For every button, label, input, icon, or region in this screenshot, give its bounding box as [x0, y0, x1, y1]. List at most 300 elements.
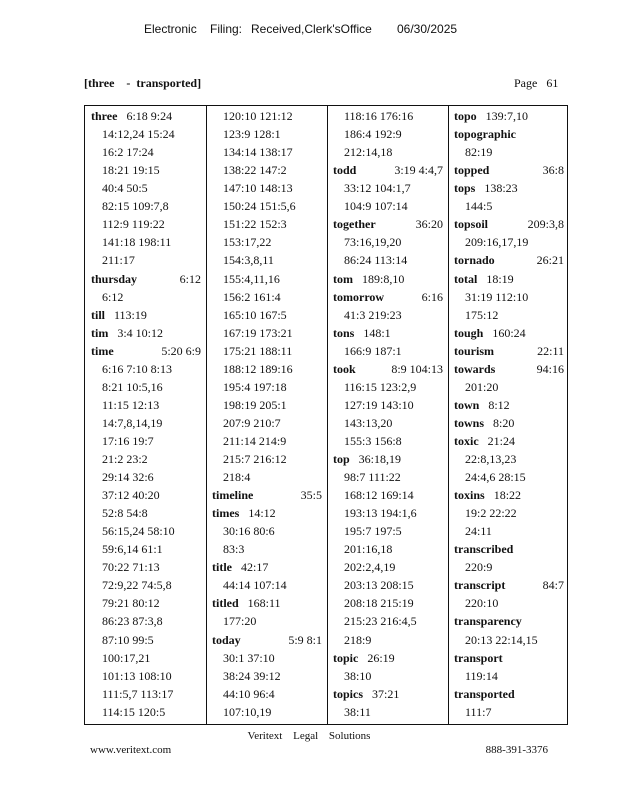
index-refs: 8:9 104:13	[391, 361, 443, 376]
index-entry-continuation	[223, 450, 287, 468]
index-entry-continuation	[344, 378, 416, 396]
index-refs: 150:24 151:5,6	[223, 199, 296, 214]
index-entry-continuation	[102, 685, 173, 703]
index-term: thursday	[91, 271, 138, 286]
index-refs: 203:13 208:15	[344, 578, 414, 593]
index-entry-continuation	[465, 197, 492, 215]
index-term: town	[454, 397, 480, 412]
index-entry-continuation	[102, 703, 165, 721]
index-refs: 209:3,8	[527, 217, 564, 232]
index-term: topsoil	[454, 217, 489, 232]
index-refs: 189:8,10	[362, 271, 405, 286]
index-entry-continuation	[102, 125, 175, 143]
index-entry	[91, 107, 172, 125]
index-refs: 59:6,14 61:1	[102, 542, 163, 557]
index-refs: 201:20	[465, 379, 499, 394]
index-refs: 112:9 119:22	[102, 217, 165, 232]
index-refs: 202:2,4,19	[344, 560, 396, 575]
index-entry-continuation	[102, 504, 148, 522]
index-entry-continuation	[465, 703, 491, 721]
index-refs: 18:22	[493, 488, 522, 503]
index-refs: 44:14 107:14	[223, 578, 287, 593]
index-entry-continuation	[223, 324, 293, 342]
index-refs: 26:19	[367, 650, 395, 665]
index-refs: 86:23 87:3,8	[102, 614, 163, 629]
index-entry-continuation	[223, 179, 293, 197]
index-entry-continuation	[344, 125, 402, 143]
index-refs: 155:4,11,16	[223, 271, 280, 286]
index-term: towards	[454, 361, 496, 376]
index-entry	[333, 288, 443, 306]
index-entry	[454, 360, 564, 378]
index-entry-continuation	[102, 522, 175, 540]
index-entry-continuation	[344, 179, 411, 197]
index-refs: 193:13 194:1,6	[344, 506, 417, 521]
index-refs: 42:17	[241, 560, 269, 575]
index-entry	[454, 649, 503, 667]
index-entry	[91, 324, 163, 342]
index-refs: 212:14,18	[344, 145, 393, 160]
index-refs: 70:22 71:13	[102, 560, 160, 575]
index-term: timeline	[212, 488, 254, 503]
index-entry-continuation	[102, 612, 163, 630]
word-index-table	[84, 105, 568, 725]
index-refs: 22:8,13,23	[465, 451, 517, 466]
index-entry-continuation	[344, 631, 371, 649]
index-entry-continuation	[344, 468, 401, 486]
index-term: topo	[454, 109, 477, 123]
index-entry-continuation	[102, 468, 154, 486]
index-entry	[333, 161, 443, 179]
index-term: titled	[212, 596, 239, 611]
index-term: toxic	[454, 433, 479, 448]
index-refs: 211:17	[102, 253, 135, 268]
index-entry-continuation	[102, 197, 169, 215]
index-refs: 83:3	[223, 542, 245, 557]
index-entry-continuation	[344, 612, 417, 630]
index-term: took	[333, 361, 356, 376]
index-refs: 208:18 215:19	[344, 596, 414, 611]
index-refs: 165:10 167:5	[223, 307, 287, 322]
index-entry-continuation	[223, 306, 287, 324]
index-term: toxins	[454, 488, 485, 503]
index-term: total	[454, 271, 478, 286]
index-refs: 139:7,10	[485, 109, 529, 123]
index-entry-continuation	[223, 288, 281, 306]
index-refs: 101:13 108:10	[102, 668, 172, 683]
index-entry-continuation	[344, 486, 414, 504]
index-entry	[454, 576, 564, 594]
index-entry-continuation	[223, 378, 287, 396]
index-entry-continuation	[223, 468, 250, 486]
index-entry	[333, 450, 401, 468]
index-term: tim	[91, 325, 109, 340]
index-term: towns	[454, 415, 485, 430]
index-refs: 166:9 187:1	[344, 343, 402, 358]
index-refs: 168:11	[247, 596, 281, 611]
index-refs: 98:7 111:22	[344, 470, 401, 484]
index-refs: 156:2 161:4	[223, 289, 281, 304]
index-term: tom	[333, 271, 353, 286]
index-refs: 36:18,19	[358, 451, 402, 466]
index-refs: 56:15,24 58:10	[102, 524, 175, 539]
index-entry-continuation	[344, 414, 392, 432]
index-term: tomorrow	[333, 289, 385, 304]
index-entry-continuation	[102, 450, 148, 468]
filing-label: Filing:	[210, 22, 243, 36]
index-term: tourism	[454, 343, 494, 358]
filing-received: Received,Clerk'sOffice	[251, 22, 372, 36]
index-refs: 100:17,21	[102, 650, 151, 665]
index-entry-continuation	[344, 432, 402, 450]
index-refs: 36:20	[415, 217, 443, 232]
index-entry-continuation	[344, 576, 414, 594]
index-entry	[454, 215, 564, 233]
index-term: transported	[454, 686, 515, 701]
index-entry-continuation	[223, 522, 275, 540]
index-refs: 35:5	[300, 488, 322, 503]
index-entry-continuation	[223, 360, 293, 378]
index-entry-continuation	[102, 486, 160, 504]
index-refs: 209:16,17,19	[465, 235, 529, 250]
index-entry-continuation	[223, 251, 274, 269]
index-refs: 84:7	[542, 578, 564, 593]
index-term: transport	[454, 650, 503, 665]
index-refs: 20:13 22:14,15	[465, 632, 538, 647]
index-refs: 123:9 128:1	[223, 127, 281, 142]
index-refs: 6:16 7:10 8:13	[102, 361, 173, 376]
index-term: till	[91, 307, 105, 322]
index-refs: 82:15 109:7,8	[102, 199, 169, 214]
index-entry	[91, 342, 201, 360]
index-refs: 218:4	[223, 470, 251, 484]
index-entry-continuation	[344, 594, 414, 612]
index-refs: 127:19 143:10	[344, 397, 414, 412]
electronic-filing-stamp	[0, 22, 618, 38]
index-refs: 119:14	[465, 668, 498, 683]
index-refs: 86:24 113:14	[344, 253, 408, 268]
index-term: together	[333, 217, 376, 232]
index-refs: 175:12	[465, 307, 499, 322]
index-refs: 6:16	[421, 289, 443, 304]
index-refs: 14:7,8,14,19	[102, 415, 163, 430]
index-refs: 5:9 8:1	[288, 632, 322, 647]
index-refs: 72:9,22 74:5,8	[102, 578, 172, 593]
index-refs: 116:15 123:2,9	[344, 379, 417, 394]
index-entry-continuation	[223, 612, 256, 630]
index-refs: 38:24 39:12	[223, 668, 281, 683]
index-refs: 40:4 50:5	[102, 181, 148, 196]
index-entry-continuation	[223, 396, 287, 414]
index-entry-continuation	[102, 215, 165, 233]
index-term: top	[333, 451, 350, 466]
index-refs: 155:3 156:8	[344, 433, 402, 448]
footer-phone: 888-391-3376	[485, 744, 548, 756]
index-term: time	[91, 343, 114, 358]
index-entry-continuation	[344, 197, 408, 215]
index-entry-continuation	[344, 703, 371, 721]
index-refs: 211:14 214:9	[223, 433, 287, 448]
index-refs: 143:13,20	[344, 415, 393, 430]
index-entry-continuation	[102, 161, 160, 179]
index-refs: 31:19 112:10	[465, 289, 529, 304]
index-refs: 41:3 219:23	[344, 307, 402, 322]
index-entry-continuation	[344, 306, 402, 324]
index-refs: 215:23 216:4,5	[344, 614, 417, 629]
index-entry-continuation	[344, 251, 407, 269]
index-refs: 220:10	[465, 596, 499, 611]
index-entry-continuation	[223, 161, 287, 179]
index-entry-continuation	[344, 233, 401, 251]
index-refs: 21:2 23:2	[102, 451, 148, 466]
index-refs: 37:12 40:20	[102, 488, 160, 503]
index-term: tons	[333, 325, 355, 340]
index-refs: 167:19 173:21	[223, 325, 293, 340]
index-entry	[454, 342, 564, 360]
index-refs: 195:7 197:5	[344, 524, 402, 539]
index-entry	[454, 414, 514, 432]
index-entry-continuation	[102, 378, 163, 396]
index-refs: 201:16,18	[344, 542, 393, 557]
index-entry-continuation	[223, 215, 287, 233]
index-entry	[454, 161, 564, 179]
column-divider	[448, 106, 449, 724]
index-entry	[333, 270, 404, 288]
index-refs: 8:12	[488, 397, 510, 412]
index-entry-continuation	[344, 667, 371, 685]
index-term: today	[212, 632, 241, 647]
column-divider	[206, 106, 207, 724]
index-refs: 18:21 19:15	[102, 163, 160, 178]
index-entry-continuation	[223, 667, 281, 685]
index-refs: 73:16,19,20	[344, 235, 402, 250]
index-entry	[212, 558, 268, 576]
index-entry-continuation	[223, 649, 275, 667]
index-refs: 6:12	[179, 271, 201, 286]
index-term: tornado	[454, 253, 495, 268]
index-entry-continuation	[344, 558, 395, 576]
index-refs: 114:15 120:5	[102, 704, 166, 719]
index-term: three	[91, 109, 118, 123]
index-refs: 14:12,24 15:24	[102, 127, 175, 142]
index-refs: 195:4 197:18	[223, 379, 287, 394]
index-refs: 14:12	[248, 506, 276, 521]
index-refs: 111:7	[465, 704, 492, 719]
index-entry-continuation	[223, 107, 293, 125]
index-refs: 22:11	[537, 343, 564, 358]
index-entry-continuation	[344, 107, 413, 125]
index-entry	[454, 540, 513, 558]
index-term: transparency	[454, 614, 522, 629]
index-entry-continuation	[102, 558, 160, 576]
index-refs: 38:11	[344, 704, 371, 719]
index-entry-continuation	[102, 251, 135, 269]
index-entry	[212, 486, 322, 504]
index-entry-continuation	[102, 233, 171, 251]
index-term: transcribed	[454, 542, 514, 557]
index-entry-continuation	[465, 504, 517, 522]
index-refs: 147:10 148:13	[223, 181, 293, 196]
index-refs: 37:21	[372, 686, 400, 701]
index-refs: 44:10 96:4	[223, 686, 275, 701]
index-entry	[91, 270, 201, 288]
index-entry-continuation	[465, 288, 528, 306]
index-refs: 3:4 10:12	[117, 325, 163, 340]
index-refs: 138:23	[484, 181, 518, 196]
column-divider	[327, 106, 328, 724]
index-refs: 8:20	[493, 415, 515, 430]
index-entry-continuation	[223, 703, 271, 721]
index-refs: 198:19 205:1	[223, 397, 287, 412]
index-entry	[454, 251, 564, 269]
index-refs: 6:18 9:24	[126, 109, 173, 123]
index-refs: 5:20 6:9	[161, 343, 201, 358]
index-entry	[212, 631, 322, 649]
index-entry	[454, 125, 516, 143]
index-entry	[333, 685, 399, 703]
index-refs: 154:3,8,11	[223, 253, 274, 268]
index-refs: 188:12 189:16	[223, 361, 293, 376]
index-refs: 120:10 121:12	[223, 109, 293, 123]
index-refs: 220:9	[465, 560, 493, 575]
index-entry-continuation	[465, 558, 492, 576]
index-refs: 218:9	[344, 632, 372, 647]
index-refs: 52:8 54:8	[102, 506, 148, 521]
index-entry-continuation	[223, 414, 281, 432]
index-entry-continuation	[102, 432, 154, 450]
index-entry-continuation	[102, 179, 148, 197]
index-entry-continuation	[223, 685, 275, 703]
index-entry-continuation	[102, 667, 172, 685]
index-term: todd	[333, 163, 357, 178]
filing-electronic: Electronic	[144, 22, 197, 36]
index-entry-continuation	[102, 396, 159, 414]
index-entry	[454, 685, 515, 703]
index-refs: 24:11	[465, 524, 492, 539]
index-refs: 160:24	[492, 325, 526, 340]
index-entry	[333, 360, 443, 378]
index-refs: 141:18 198:11	[102, 235, 172, 250]
index-entry-continuation	[102, 540, 163, 558]
index-refs: 38:10	[344, 668, 372, 683]
index-entry	[333, 324, 391, 342]
index-refs: 24:4,6 28:15	[465, 470, 526, 484]
index-entry-continuation	[223, 125, 281, 143]
index-entry	[212, 594, 281, 612]
filing-date: 06/30/2025	[397, 22, 458, 36]
index-refs: 107:10,19	[223, 704, 272, 719]
index-entry	[333, 215, 443, 233]
index-refs: 215:7 216:12	[223, 451, 287, 466]
index-entry-continuation	[223, 342, 292, 360]
index-range-header: [three - transported]	[84, 76, 202, 90]
index-entry	[454, 107, 528, 125]
index-term: topographic	[454, 127, 517, 142]
index-term: topics	[333, 686, 363, 701]
index-refs: 26:21	[536, 253, 564, 268]
index-entry-continuation	[223, 143, 293, 161]
index-entry-continuation	[102, 631, 154, 649]
index-entry-continuation	[465, 378, 498, 396]
index-refs: 11:15 12:13	[102, 397, 160, 412]
index-entry-continuation	[465, 594, 498, 612]
index-entry-continuation	[344, 504, 417, 522]
index-term: topped	[454, 163, 490, 178]
index-entry-continuation	[223, 432, 286, 450]
index-refs: 17:16 19:7	[102, 433, 154, 448]
index-term: transcript	[454, 578, 506, 593]
index-entry	[454, 179, 518, 197]
index-entry-continuation	[465, 522, 492, 540]
index-entry	[212, 504, 276, 522]
index-entry-continuation	[102, 360, 172, 378]
index-refs: 8:21 10:5,16	[102, 379, 163, 394]
index-term: times	[212, 506, 240, 521]
index-refs: 144:5	[465, 199, 493, 214]
index-refs: 29:14 32:6	[102, 470, 154, 484]
index-entry-continuation	[102, 594, 160, 612]
index-refs: 177:20	[223, 614, 257, 629]
index-entry-continuation	[223, 197, 296, 215]
index-refs: 30:1 37:10	[223, 650, 275, 665]
index-refs: 113:19	[114, 307, 147, 322]
index-entry-continuation	[465, 233, 528, 251]
index-refs: 79:21 80:12	[102, 596, 160, 611]
index-term: tough	[454, 325, 484, 340]
index-refs: 19:2 22:22	[465, 506, 517, 521]
index-entry	[454, 432, 515, 450]
footer-website: www.veritext.com	[90, 744, 172, 756]
index-entry-continuation	[102, 143, 154, 161]
index-entry-continuation	[223, 233, 271, 251]
index-refs: 82:19	[465, 145, 493, 160]
index-refs: 36:8	[542, 163, 564, 178]
index-entry-continuation	[465, 143, 492, 161]
index-entry-continuation	[465, 667, 498, 685]
index-refs: 168:12 169:14	[344, 488, 414, 503]
index-entry-continuation	[102, 288, 123, 306]
index-refs: 33:12 104:1,7	[344, 181, 411, 196]
index-refs: 151:22 152:3	[223, 217, 287, 232]
index-refs: 6:12	[102, 289, 124, 304]
index-entry	[454, 270, 514, 288]
page-number: Page 61	[514, 76, 559, 90]
index-entry-continuation	[465, 468, 526, 486]
index-entry-continuation	[102, 414, 162, 432]
index-refs: 186:4 192:9	[344, 127, 402, 142]
index-entry	[454, 396, 510, 414]
index-refs: 16:2 17:24	[102, 145, 154, 160]
footer-company: Veritext Legal Solutions	[247, 730, 371, 742]
index-refs: 111:5,7 113:17	[102, 686, 174, 701]
index-refs: 18:19	[486, 271, 514, 286]
index-term: topic	[333, 650, 359, 665]
index-entry-continuation	[344, 522, 402, 540]
index-entry-continuation	[223, 576, 287, 594]
index-entry-continuation	[223, 270, 280, 288]
index-refs: 153:17,22	[223, 235, 272, 250]
index-entry-continuation	[465, 631, 538, 649]
index-refs: 148:1	[363, 325, 391, 340]
index-entry	[91, 306, 147, 324]
index-refs: 138:22 147:2	[223, 163, 287, 178]
index-entry	[454, 486, 521, 504]
index-term: tops	[454, 181, 476, 196]
index-refs: 30:16 80:6	[223, 524, 275, 539]
index-entry-continuation	[102, 649, 150, 667]
index-refs: 3:19 4:4,7	[394, 163, 443, 178]
index-entry-continuation	[102, 576, 172, 594]
